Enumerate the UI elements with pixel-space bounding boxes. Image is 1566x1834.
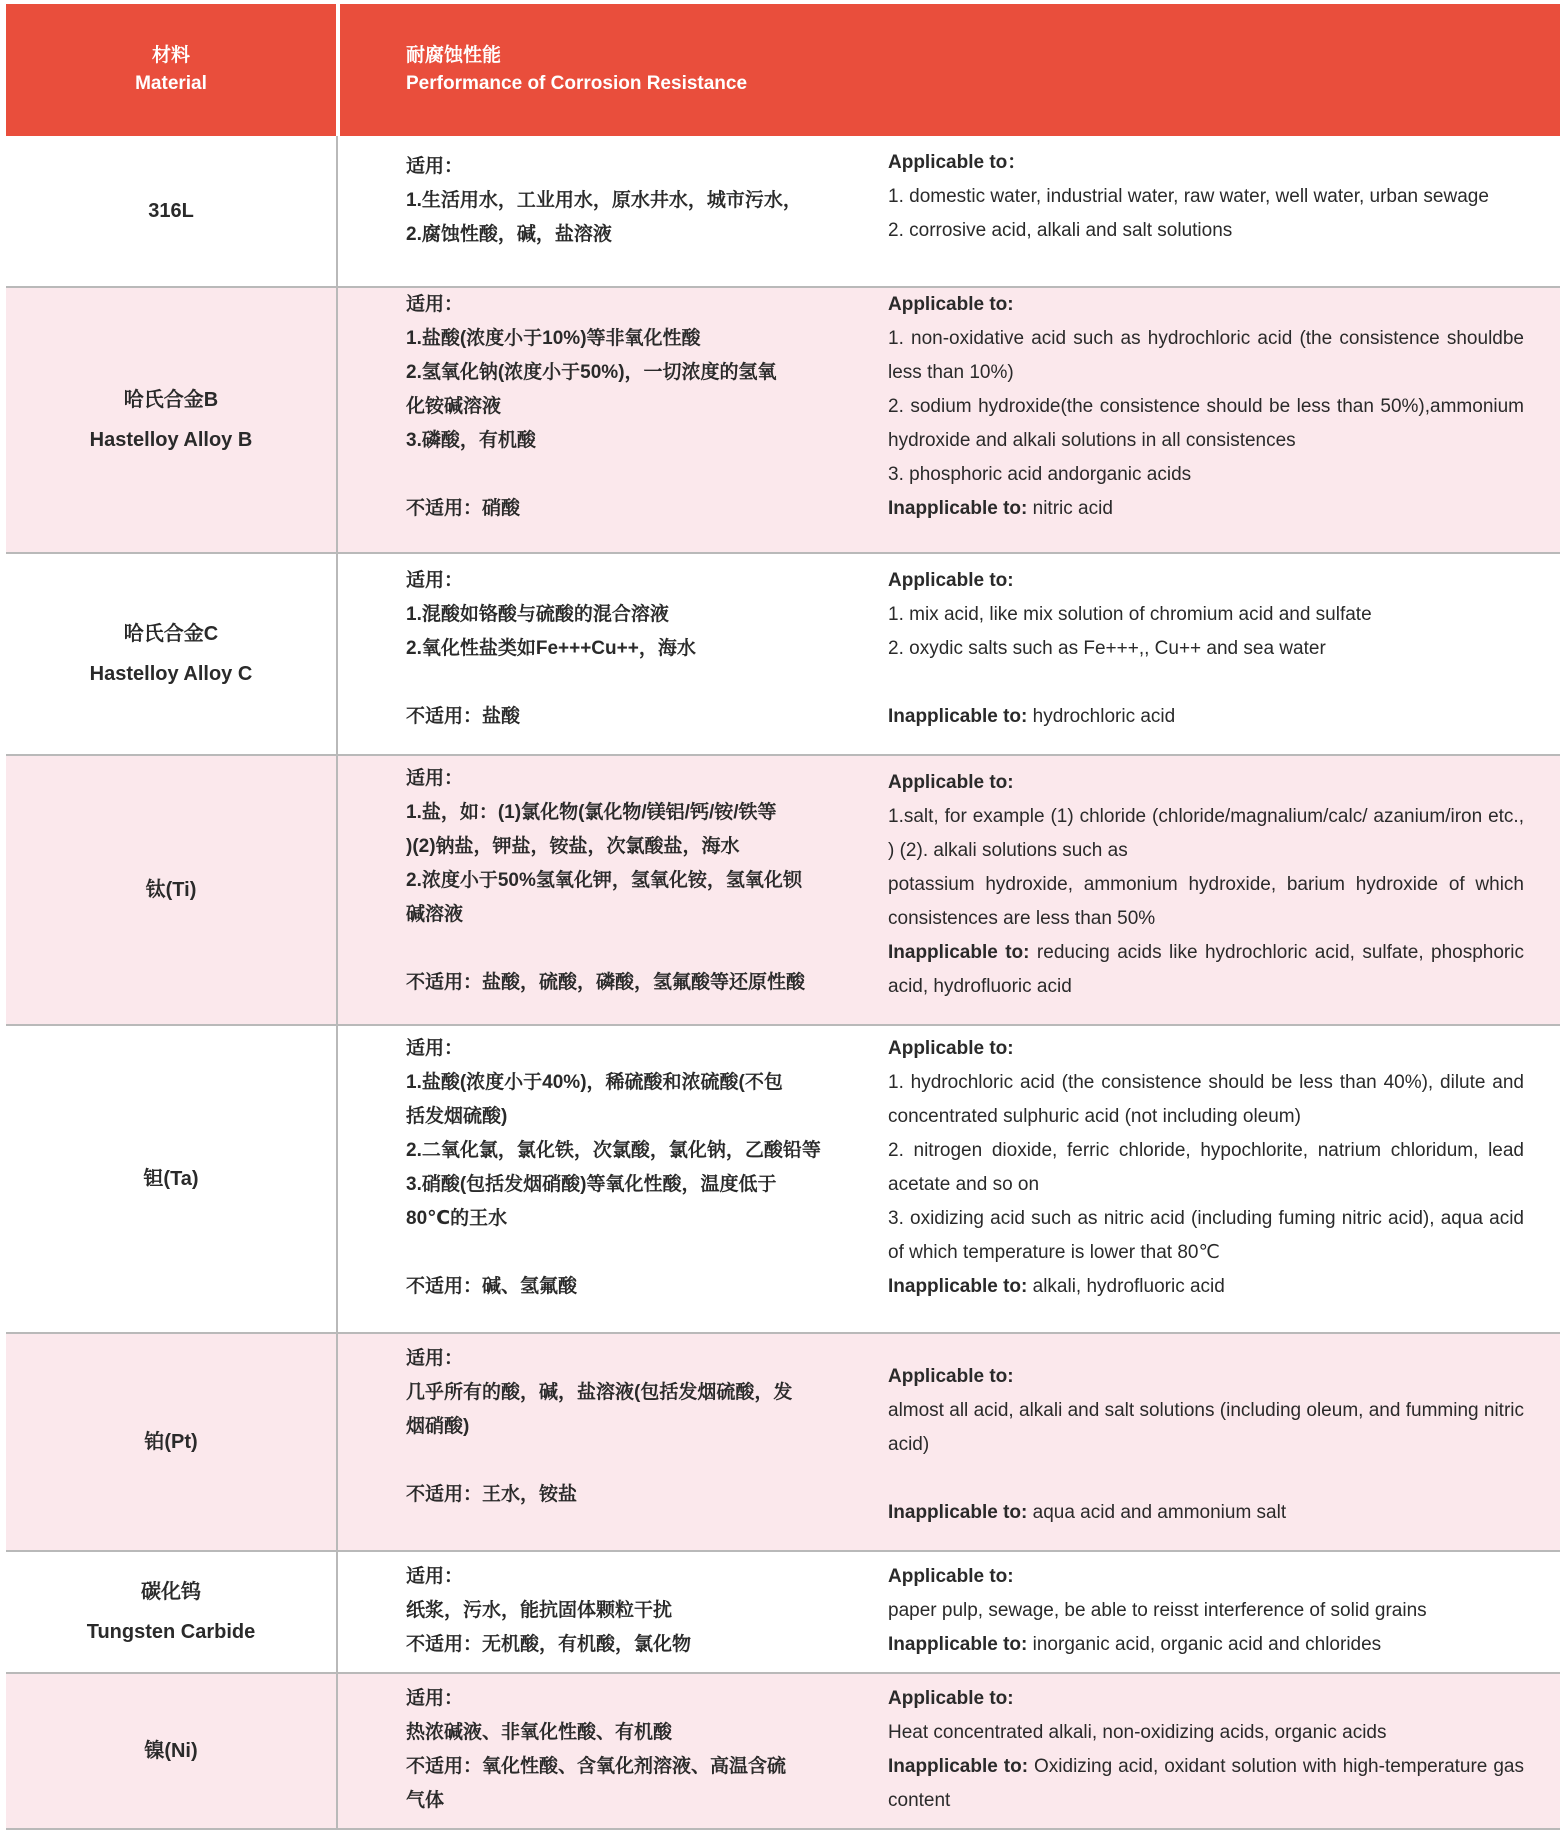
cn-inapplicable: 不适用：王水，铵盐	[406, 1484, 578, 1505]
cn-line: 1.盐酸(浓度小于10%)等非氧化性酸	[406, 328, 701, 349]
cn-line: 碱溶液	[406, 904, 464, 925]
material-name-en: Hastelloy Alloy C	[89, 663, 253, 685]
material-name: 钽(Ta)	[143, 1168, 199, 1190]
header-material	[6, 4, 336, 136]
cn-description	[406, 288, 866, 526]
en-line: 1. domestic water, industrial water, raw water, well water, urban sewage	[888, 186, 1489, 207]
cn-line: 气体	[406, 1790, 445, 1811]
spacer	[406, 1444, 866, 1478]
en-inapplicable	[888, 1628, 1524, 1662]
cn-line: 1.混酸如铬酸与硫酸的混合溶液	[406, 604, 669, 625]
table-row-tungsten-carbide	[6, 1552, 1560, 1674]
en-line: 2. nitrogen dioxide, ferric chloride, hypochlorite, natrium chloridum, lead acetate and so on	[888, 1140, 1524, 1195]
material-cell	[6, 1552, 336, 1672]
table-row-hastelloy-b	[6, 288, 1560, 554]
material-cell	[6, 288, 336, 552]
header-perf-cn: 耐腐蚀性能	[406, 45, 502, 66]
cn-line: 不适用：氧化性酸、含氧化剂溶液、高温含硫	[406, 1756, 787, 1777]
cn-line: 纸浆，污水，能抗固体颗粒干扰	[406, 1600, 673, 1621]
en-description	[888, 564, 1524, 734]
cn-line: 1.盐酸(浓度小于40%)，稀硫酸和浓硫酸(不包	[406, 1072, 783, 1093]
en-line: 3. oxidizing acid such as nitric acid (including fuming nitric acid), aqua acid of which temperature is lower that 80℃	[888, 1208, 1524, 1263]
header-performance	[406, 4, 747, 136]
material-name: 铂(Pt)	[144, 1431, 198, 1453]
spacer	[406, 666, 866, 700]
cn-description	[406, 1032, 866, 1304]
en-inapplicable	[888, 700, 1524, 734]
corrosion-table	[6, 4, 1560, 1830]
en-description	[888, 1560, 1524, 1662]
applicable-label: Applicable to:	[888, 1038, 1014, 1059]
header-perf-en: Performance of Corrosion Resistance	[406, 73, 748, 94]
material-cell	[6, 756, 336, 1024]
cn-line: 2.腐蚀性酸，碱，盐溶液	[406, 224, 612, 245]
cn-line: 3.硝酸(包括发烟硝酸)等氧化性酸，温度低于	[406, 1174, 777, 1195]
table-row-316l	[6, 136, 1560, 288]
cn-description	[406, 1342, 866, 1512]
table-header	[6, 4, 1560, 136]
en-description	[888, 1360, 1524, 1530]
column-divider	[336, 1674, 338, 1828]
cn-line: 适用：	[406, 1566, 464, 1587]
material-name: 镍(Ni)	[144, 1740, 198, 1762]
inapplicable-text: aqua acid and ammonium salt	[1027, 1502, 1287, 1523]
table-row-hastelloy-c	[6, 554, 1560, 756]
en-inapplicable	[888, 1750, 1524, 1818]
cn-line: 1.盐，如：(1)氯化物(氯化物/镁铝/钙/铵/铁等	[406, 802, 777, 823]
inapplicable-text: alkali, hydrofluoric acid	[1027, 1276, 1225, 1297]
inapplicable-text: Oxidizing acid, oxidant solution with high-temperature gas content	[888, 1756, 1524, 1811]
cn-line: 2.氢氧化钠(浓度小于50%)，一切浓度的氢氧	[406, 362, 777, 383]
inapplicable-text: inorganic acid, organic acid and chlorides	[1027, 1634, 1382, 1655]
header-divider	[336, 4, 340, 136]
spacer	[406, 1236, 866, 1270]
column-divider	[336, 1026, 338, 1332]
cn-inapplicable: 不适用：碱、氢氟酸	[406, 1276, 578, 1297]
cn-line: 适用：	[406, 294, 464, 315]
column-divider	[336, 1334, 338, 1550]
spacer	[888, 1462, 1524, 1496]
cn-line: 热浓碱液、非氧化性酸、有机酸	[406, 1722, 673, 1743]
column-divider	[336, 554, 338, 754]
column-divider	[336, 1552, 338, 1672]
cn-line: 适用：	[406, 1348, 464, 1369]
en-line: 3. phosphoric acid andorganic acids	[888, 464, 1192, 485]
applicable-label: Applicable to:	[888, 294, 1014, 315]
material-name-en: Hastelloy Alloy B	[89, 429, 253, 451]
material-name: 316L	[148, 200, 194, 222]
en-description	[888, 766, 1524, 1004]
material-cell	[6, 1674, 336, 1828]
cn-line: 适用：	[406, 570, 464, 591]
spacer	[888, 666, 1524, 700]
applicable-label: Applicable to:	[888, 1688, 1014, 1709]
cn-description	[406, 564, 866, 734]
cn-inapplicable: 不适用：盐酸，硫酸，磷酸，氢氟酸等还原性酸	[406, 972, 806, 993]
en-description	[888, 288, 1524, 526]
applicable-label: Applicable to：	[888, 152, 1027, 173]
en-description	[888, 146, 1524, 248]
inapplicable-text: nitric acid	[1027, 498, 1113, 519]
header-material-cn: 材料	[151, 45, 190, 66]
en-line: 2. oxydic salts such as Fe+++,, Cu++ and sea water	[888, 638, 1326, 659]
applicable-label: Applicable to:	[888, 570, 1014, 591]
cn-description	[406, 1560, 866, 1662]
cn-line: 1.生活用水，工业用水，原水井水，城市污水，	[406, 190, 802, 211]
table-row-tantalum	[6, 1026, 1560, 1334]
inapplicable-label: Inapplicable to:	[888, 706, 1028, 727]
inapplicable-label: Inapplicable to:	[888, 1502, 1028, 1523]
cn-description	[406, 762, 866, 1000]
en-description	[888, 1032, 1524, 1304]
cn-inapplicable: 不适用：硝酸	[406, 498, 521, 519]
cn-line: 适用：	[406, 1688, 464, 1709]
column-divider	[336, 136, 338, 286]
en-line: 1. hydrochloric acid (the consistence should be less than 40%), dilute and concentrated sulphuric acid (not including oleum)	[888, 1072, 1524, 1127]
applicable-label: Applicable to:	[888, 1566, 1014, 1587]
inapplicable-label: Inapplicable to:	[888, 942, 1030, 963]
inapplicable-text: hydrochloric acid	[1027, 706, 1176, 727]
column-divider	[336, 288, 338, 552]
material-name-cn: 碳化钨	[141, 1581, 201, 1603]
table-row-titanium	[6, 756, 1560, 1026]
material-name: 钛(Ti)	[145, 879, 197, 901]
header-material-en: Material	[135, 73, 207, 94]
cn-line: 2.浓度小于50%氢氧化钾，氢氧化铵，氢氧化钡	[406, 870, 802, 891]
applicable-label: Applicable to:	[888, 1366, 1014, 1387]
cn-line: 几乎所有的酸，碱，盐溶液(包括发烟硫酸，发	[406, 1382, 793, 1403]
cn-line: 括发烟硫酸)	[406, 1106, 508, 1127]
en-line: 1. non-oxidative acid such as hydrochloric acid (the consistence shouldbe less than 10%)	[888, 328, 1524, 383]
spacer	[406, 932, 866, 966]
table-row-nickel	[6, 1674, 1560, 1830]
cn-line: 80℃的王水	[406, 1208, 508, 1229]
cn-line: 烟硝酸)	[406, 1416, 470, 1437]
cn-line: 化铵碱溶液	[406, 396, 502, 417]
cn-line: 3.磷酸，有机酸	[406, 430, 536, 451]
cn-description	[406, 150, 866, 252]
en-inapplicable	[888, 1270, 1524, 1304]
inapplicable-text: reducing acids like hydrochloric acid, sulfate, phosphoric acid, hydrofluoric acid	[888, 942, 1524, 997]
inapplicable-label: Inapplicable to:	[888, 1756, 1029, 1777]
cn-line: 2.氧化性盐类如Fe+++Cu++，海水	[406, 638, 696, 659]
cn-line: )(2)钠盐，钾盐，铵盐，次氯酸盐，海水	[406, 836, 740, 857]
material-name-cn: 哈氏合金C	[123, 623, 219, 645]
material-cell	[6, 1334, 336, 1550]
en-description	[888, 1682, 1524, 1818]
column-divider	[336, 756, 338, 1024]
cn-description	[406, 1682, 866, 1818]
en-line: 2. sodium hydroxide(the consistence should be less than 50%),ammonium hydroxide and alkali solutions in all consistences	[888, 396, 1524, 451]
cn-line: 适用：	[406, 1038, 464, 1059]
en-line: 1. mix acid, like mix solution of chromium acid and sulfate	[888, 604, 1372, 625]
en-inapplicable	[888, 1496, 1524, 1530]
material-name-en: Tungsten Carbide	[86, 1621, 256, 1643]
en-line: 1.salt, for example (1) chloride (chloride/magnalium/calc/ azanium/iron etc., ) (2). alkali solutions such as	[888, 806, 1524, 861]
applicable-label: Applicable to:	[888, 772, 1014, 793]
en-inapplicable	[888, 492, 1524, 526]
material-cell	[6, 136, 336, 286]
en-line: paper pulp, sewage, be able to reisst interference of solid grains	[888, 1600, 1427, 1621]
cn-line: 2.二氧化氯，氯化铁，次氯酸，氯化钠，乙酸铅等	[406, 1140, 821, 1161]
material-cell	[6, 554, 336, 754]
inapplicable-label: Inapplicable to:	[888, 498, 1028, 519]
material-name-cn: 哈氏合金B	[123, 389, 219, 411]
en-inapplicable	[888, 936, 1524, 1004]
material-cell	[6, 1026, 336, 1332]
en-line: 2. corrosive acid, alkali and salt solutions	[888, 220, 1233, 241]
cn-line: 适用：	[406, 156, 464, 177]
table-row-platinum	[6, 1334, 1560, 1552]
inapplicable-label: Inapplicable to:	[888, 1276, 1028, 1297]
cn-line: 适用：	[406, 768, 464, 789]
en-line: potassium hydroxide, ammonium hydroxide, barium hydroxide of which consistences are less than 50%	[888, 874, 1524, 929]
en-line: almost all acid, alkali and salt solutions (including oleum, and fumming nitric acid)	[888, 1400, 1524, 1455]
inapplicable-label: Inapplicable to:	[888, 1634, 1028, 1655]
spacer	[406, 458, 866, 492]
cn-inapplicable: 不适用：盐酸	[406, 706, 521, 727]
en-line: Heat concentrated alkali, non-oxidizing acids, organic acids	[888, 1722, 1387, 1743]
cn-line: 不适用：无机酸，有机酸，氯化物	[406, 1634, 692, 1655]
